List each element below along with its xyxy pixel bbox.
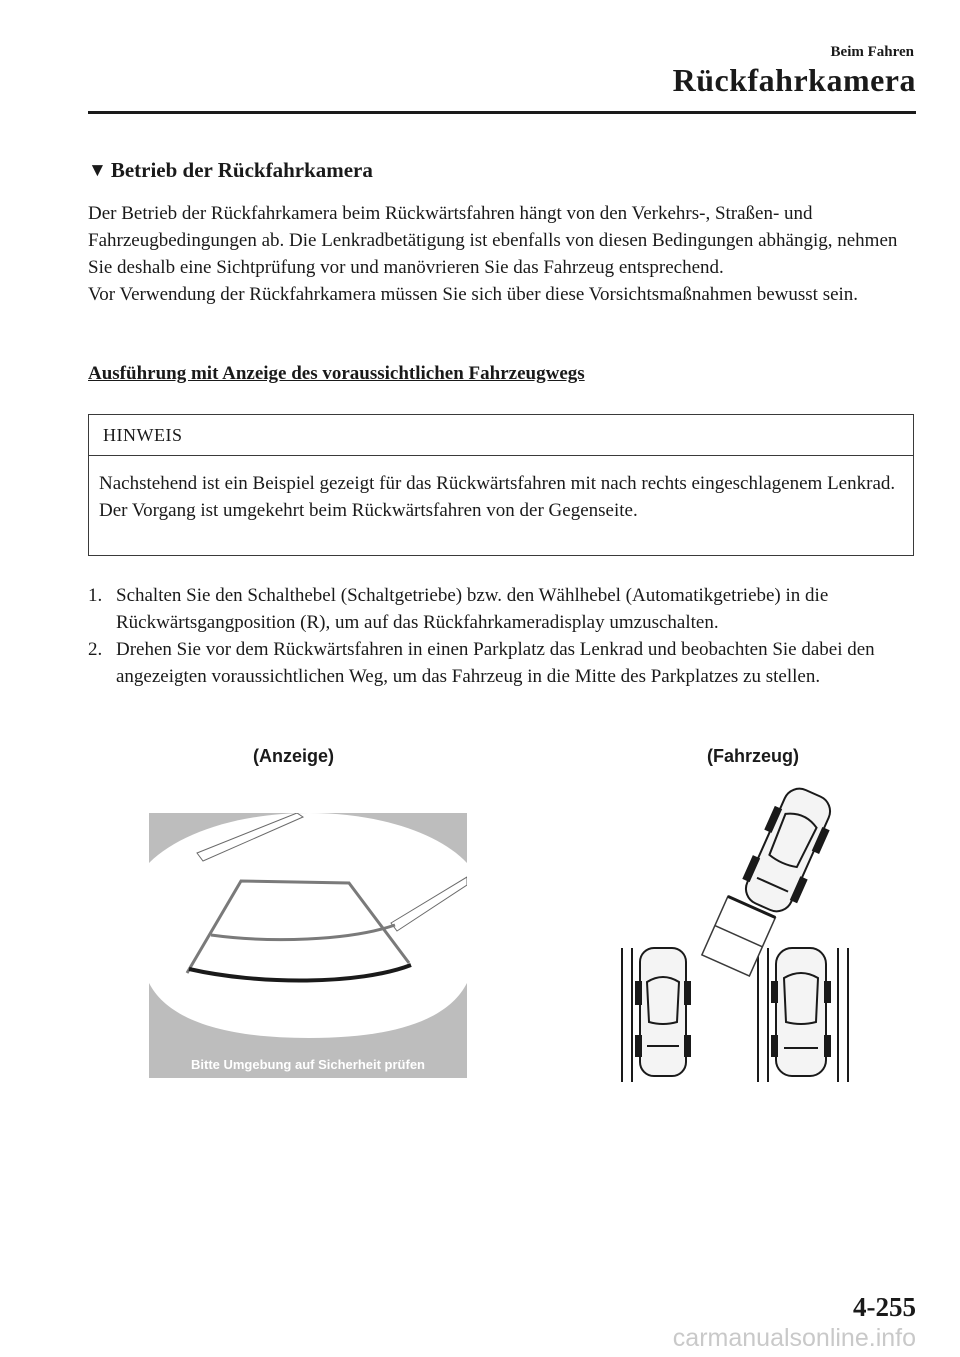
parked-car-left bbox=[636, 948, 690, 1076]
step-text: Drehen Sie vor dem Rückwärtsfahren in einen Parkplatz das Lenkrad und beobachten Sie dabei den angezeigten voraussichtlichen Weg, um das Fahrzeug in die Mitte des Parkplatzes zu stellen. bbox=[116, 639, 875, 687]
display-label: (Anzeige) bbox=[253, 746, 334, 766]
section-heading bbox=[88, 158, 373, 183]
subheading: Ausführung mit Anzeige des voraussichtlichen Fahrzeugwegs bbox=[88, 363, 585, 384]
section-title: Rückfahrkamera bbox=[672, 62, 916, 98]
chapter-label: Beim Fahren bbox=[830, 44, 914, 60]
note-text: Nachstehend ist ein Beispiel gezeigt für das Rückwärtsfahren mit nach rechts eingeschlagenem Lenkrad. Der Vorgang ist umgekehrt beim Rückwärtsfahren von der Gegenseite. bbox=[99, 473, 896, 521]
note-box bbox=[88, 414, 914, 556]
watermark: carmanualsonline.info bbox=[672, 1324, 916, 1352]
intro-text bbox=[88, 200, 920, 308]
step-number: 2. bbox=[88, 639, 103, 660]
vehicle-label: (Fahrzeug) bbox=[707, 746, 799, 766]
list-item bbox=[88, 582, 920, 636]
steps-list bbox=[88, 582, 920, 690]
step-text: Schalten Sie den Schalthebel (Schaltgetriebe) bzw. den Wählhebel (Automatikgetriebe) in die Rückwärtsgangposition (R), um auf das Rückfahrkameradisplay umzuschalten. bbox=[116, 585, 829, 633]
camera-display-illustration bbox=[149, 813, 467, 1078]
reversing-car bbox=[736, 782, 839, 919]
vehicle-parking-illustration bbox=[600, 760, 860, 1090]
intro-paragraph-1: Der Betrieb der Rückfahrkamera beim Rückwärtsfahren hängt von den Verkehrs-, Straßen- und Fahrzeugbedingungen ab. Die Lenkradbetätigung ist ebenfalls von diesen Bedingungen abhängig, nehmen Sie deshalb eine Sichtprüfung vor und manövrieren Sie das Fahrzeug entsprechend. bbox=[88, 203, 898, 278]
header-divider bbox=[88, 111, 916, 114]
parked-car-right bbox=[772, 948, 830, 1076]
step-number: 1. bbox=[88, 585, 103, 606]
list-item bbox=[88, 636, 920, 690]
down-triangle-icon: ▼ bbox=[88, 159, 107, 181]
camera-view-area bbox=[149, 813, 467, 1038]
page-number: 4-255 bbox=[853, 1292, 916, 1322]
section-heading-text: Betrieb der Rückfahrkamera bbox=[110, 158, 373, 182]
note-title: HINWEIS bbox=[89, 415, 913, 456]
intro-paragraph-2: Vor Verwendung der Rückfahrkamera müssen Sie sich über diese Vorsichtsmaßnahmen bewusst sein. bbox=[88, 284, 859, 305]
screen-caption: Bitte Umgebung auf Sicherheit prüfen bbox=[190, 1057, 426, 1072]
